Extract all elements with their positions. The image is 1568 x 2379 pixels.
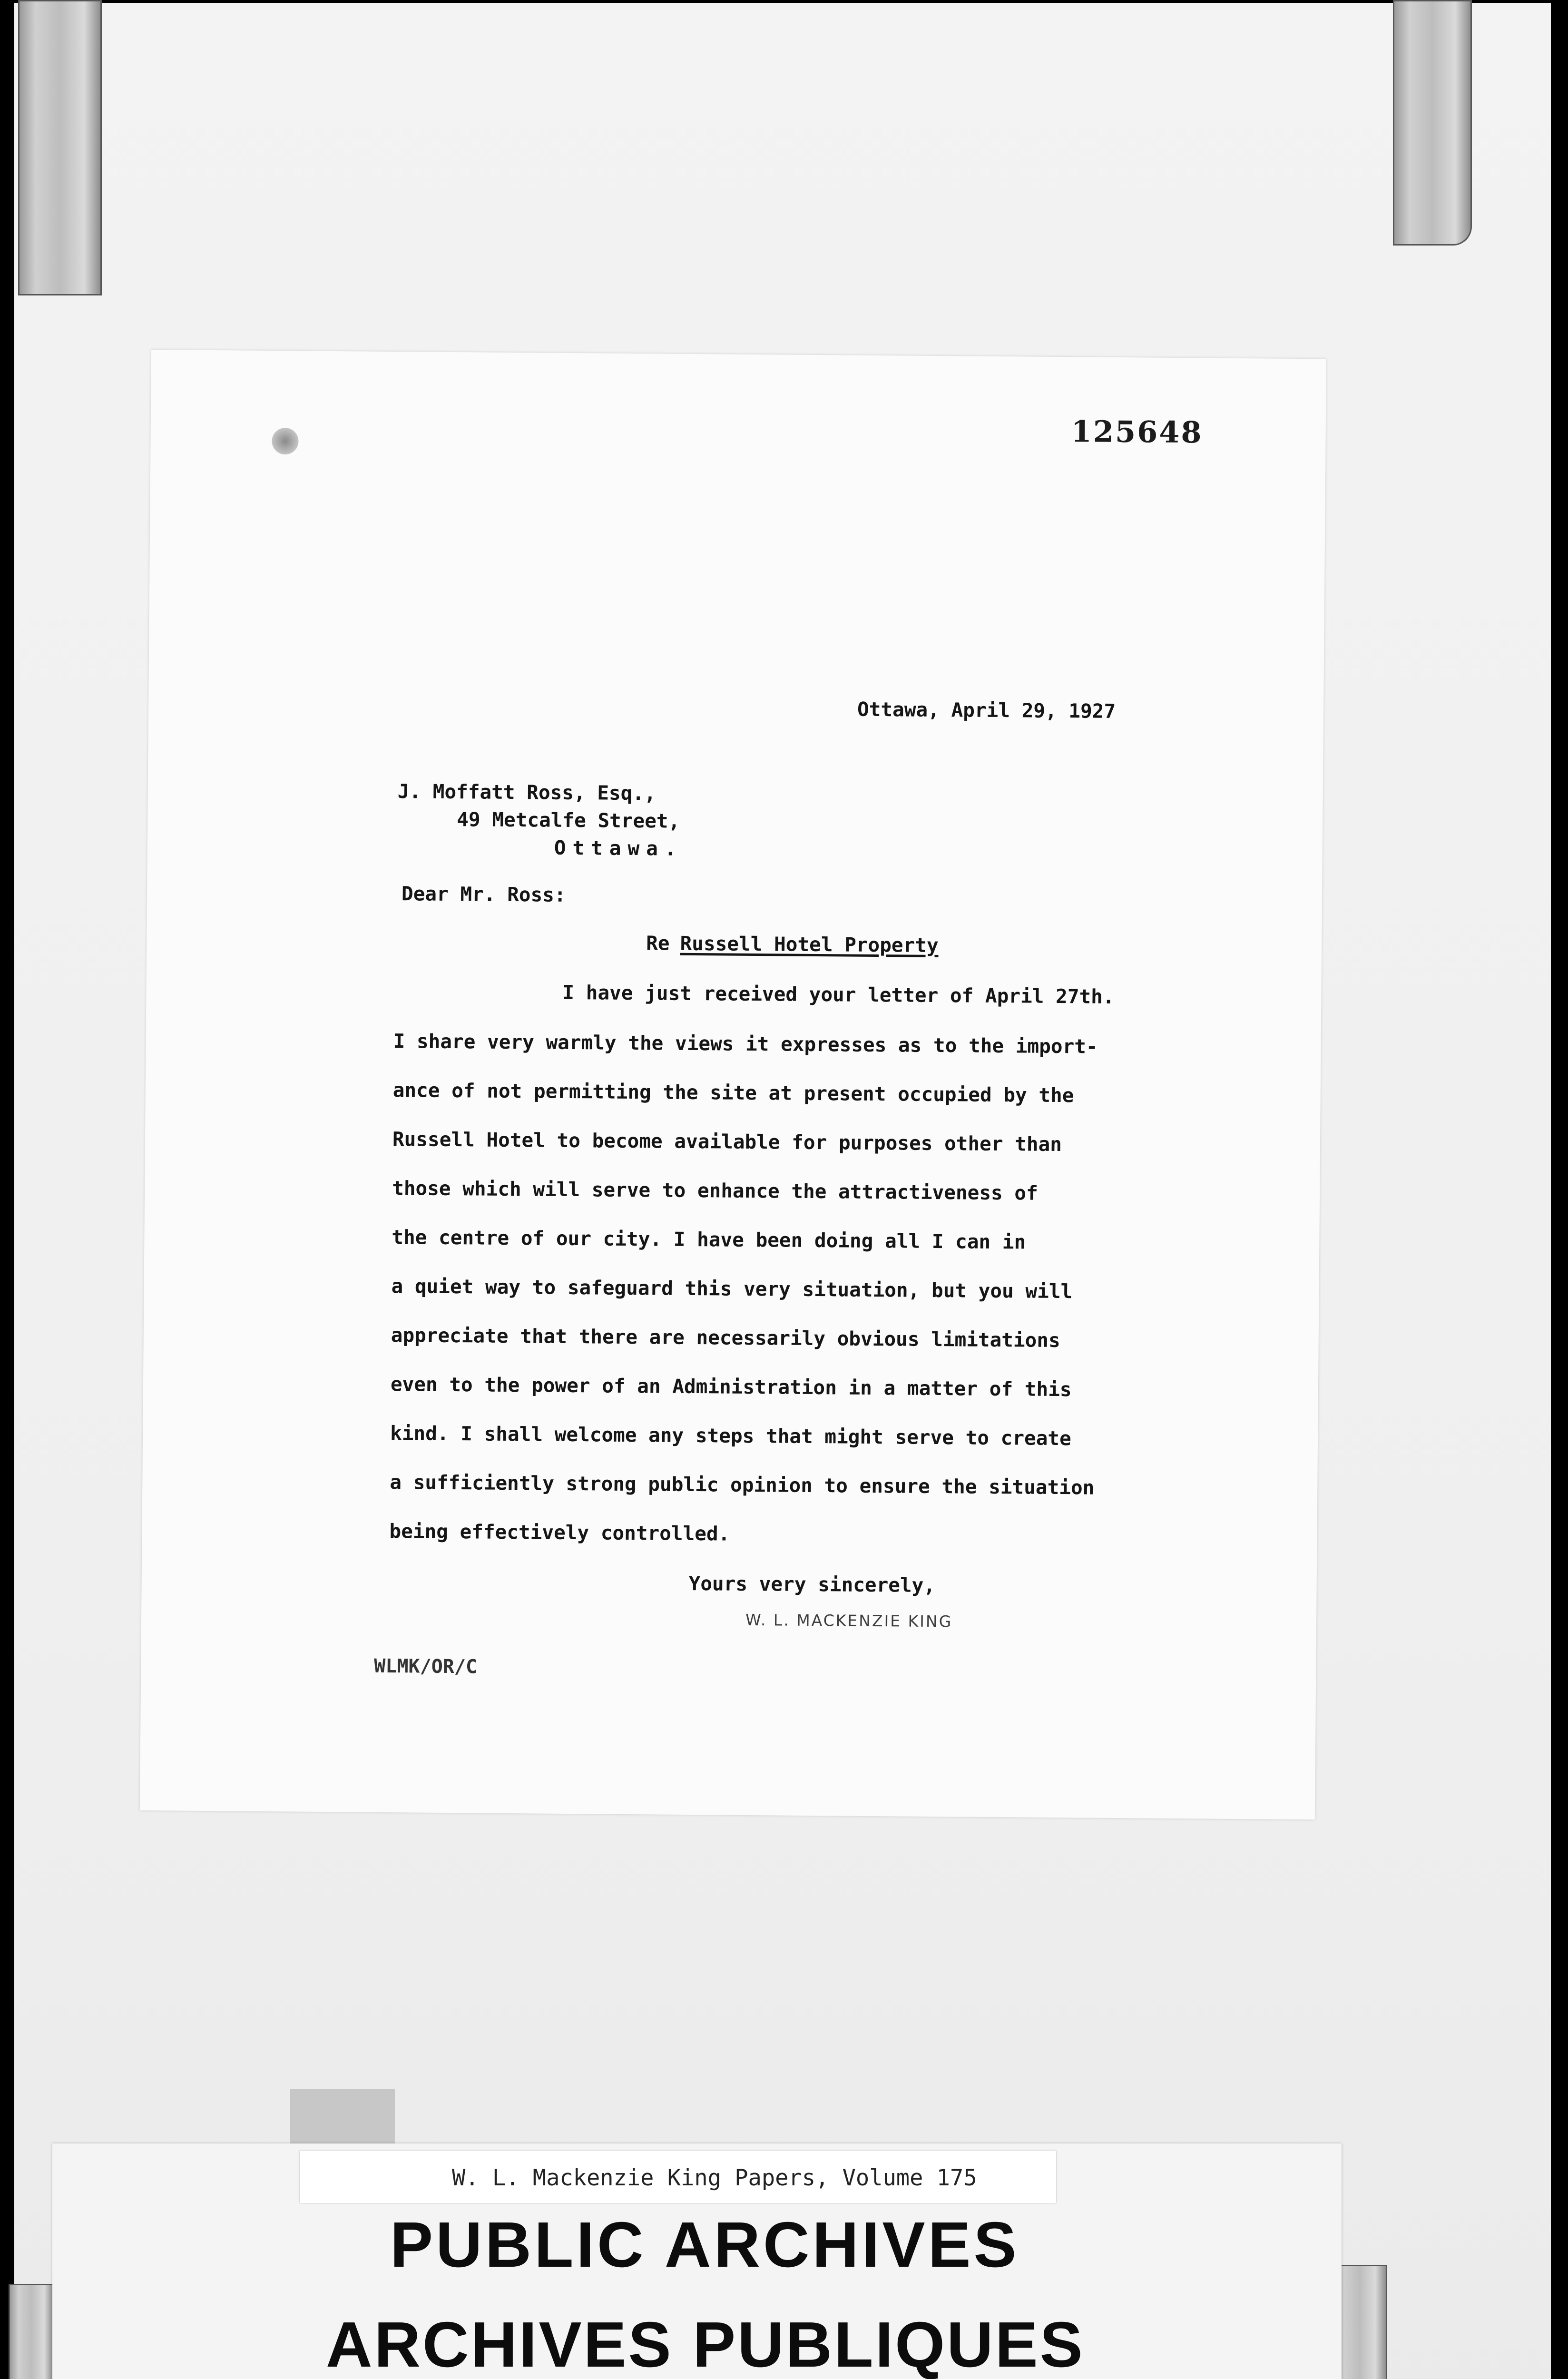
salutation: Dear Mr. Ross: (401, 882, 566, 906)
body-line: Russell Hotel to become available for purposes other than (392, 1128, 1062, 1156)
recipient-city: Ottawa. (554, 836, 683, 860)
signature-stamp: W. L. MACKENZIE KING (745, 1610, 953, 1631)
body-line: being effectively controlled. (389, 1520, 730, 1545)
recipient-street: 49 Metcalfe Street, (457, 808, 680, 833)
letter-date: Ottawa, April 29, 1927 (857, 698, 1116, 723)
body-line: even to the power of an Administration in a matter of this (390, 1373, 1072, 1401)
body-line: the centre of our city. I have been doing all I can in (392, 1226, 1026, 1254)
body-line: kind. I shall welcome any steps that might serve to create (390, 1422, 1071, 1450)
archive-title-french: ARCHIVES PUBLIQUES (326, 2309, 1085, 2379)
letter-page (140, 350, 1326, 1819)
recipient-name: J. Moffatt Ross, Esq., (397, 780, 656, 805)
archive-title-english: PUBLIC ARCHIVES (390, 2209, 1019, 2281)
body-line: appreciate that there are necessarily obvious limitations (391, 1324, 1060, 1352)
reference-label (300, 2151, 1056, 2203)
body-line: those which will serve to enhance the attractiveness of (392, 1177, 1038, 1205)
subject-label: Re (646, 932, 670, 955)
subject-text: Russell Hotel Property (680, 932, 939, 957)
tape-strip (1393, 0, 1472, 246)
body-line: I share very warmly the views it expresses as to the import- (393, 1030, 1098, 1058)
subject-line (646, 932, 939, 957)
body-line: a sufficiently strong public opinion to ensure the situation (390, 1471, 1095, 1499)
body-line: ance of not permitting the site at present occupied by the (392, 1079, 1074, 1107)
reference-text: W. L. Mackenzie King Papers, Volume 175 (452, 2165, 977, 2191)
typist-initials: WLMK/OR/C (374, 1655, 478, 1678)
body-line: a quiet way to safeguard this very situation, but you will (391, 1275, 1073, 1303)
punch-hole (272, 428, 298, 454)
tape-strip (9, 2284, 54, 2379)
body-line: I have just received your letter of April 27th. (562, 981, 1115, 1008)
closing: Yours very sincerely, (688, 1572, 936, 1597)
tape-strip (18, 0, 102, 295)
document-number: 125648 (1071, 414, 1203, 450)
